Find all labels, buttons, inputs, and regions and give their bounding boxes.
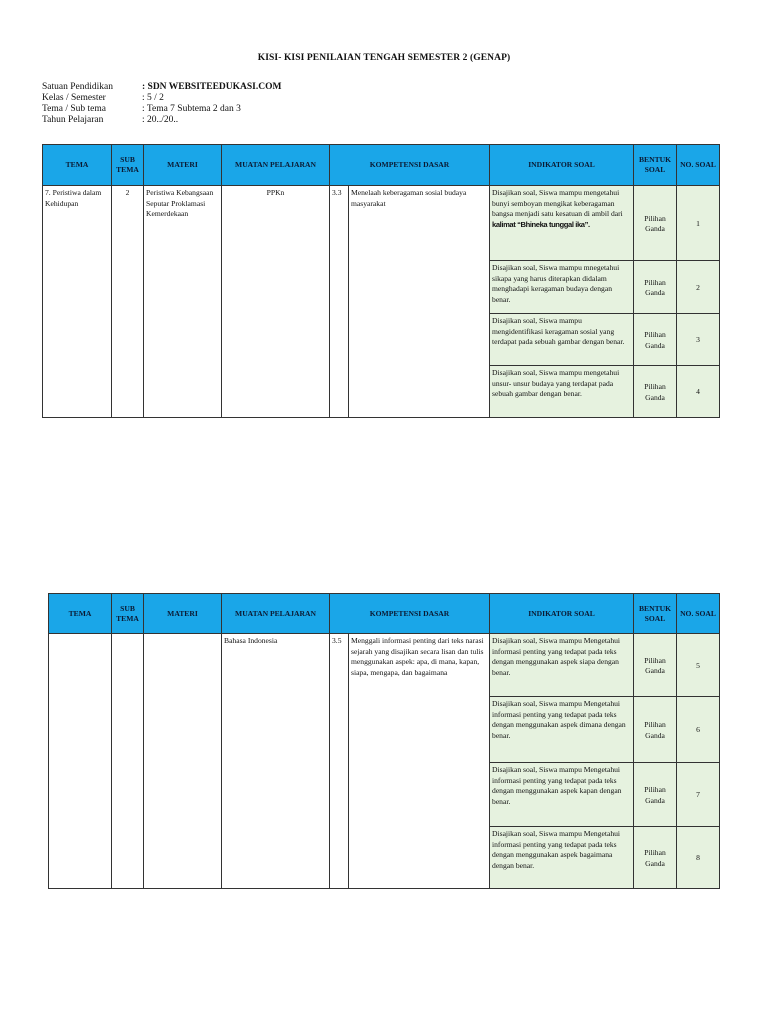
header-subtema: SUB TEMA: [112, 594, 144, 634]
meta-label: Satuan Pendidikan: [42, 82, 113, 92]
kisi-table-1: [42, 144, 720, 418]
cell-indikator: Disajikan soal, Siswa mampu Mengetahui informasi penting yang tedapat pada teks dengan menggunakan aspek dimana dengan benar.: [490, 697, 634, 763]
cell-muatan: Bahasa Indonesia: [222, 634, 330, 889]
meta-value: : 20../20..: [142, 115, 179, 125]
cell-kd-number: 3.5: [330, 634, 349, 889]
cell-indikator: Disajikan soal, Siswa mampu Mengetahui informasi penting yang tedapat pada teks dengan menggunakan aspek siapa dengan benar.: [490, 634, 634, 697]
cell-no-soal: 5: [677, 634, 720, 697]
meta-row-kelas: [42, 93, 281, 104]
cell-subtema: 2: [112, 186, 144, 418]
header-bentuk: BENTUK SOAL: [634, 145, 677, 186]
header-muatan: MUATAN PELAJARAN: [222, 145, 330, 186]
cell-indikator: Disajikan soal, Siswa mampu mengetahui unsur- unsur budaya yang terdapat pada sebuah gambar dengan benar.: [490, 366, 634, 418]
cell-bentuk: Pilihan Ganda: [634, 763, 677, 827]
kisi-table-2: [48, 593, 720, 889]
header-tema: TEMA: [49, 594, 112, 634]
cell-bentuk: Pilihan Ganda: [634, 366, 677, 418]
cell-no-soal: 8: [677, 827, 720, 889]
meta-value: : Tema 7 Subtema 2 dan 3: [142, 104, 241, 114]
document-meta: [42, 82, 281, 126]
header-tema: TEMA: [43, 145, 112, 186]
meta-row-satuan: [42, 82, 281, 93]
header-materi: MATERI: [144, 594, 222, 634]
cell-indikator: [490, 186, 634, 261]
header-kd: KOMPETENSI DASAR: [330, 594, 490, 634]
cell-bentuk: Pilihan Ganda: [634, 827, 677, 889]
cell-no-soal: 7: [677, 763, 720, 827]
table-row: [49, 634, 720, 697]
cell-no-soal: 2: [677, 261, 720, 314]
cell-bentuk: Pilihan Ganda: [634, 261, 677, 314]
cell-bentuk: Pilihan Ganda: [634, 314, 677, 366]
cell-kd-text: Menelaah keberagaman sosial budaya masyarakat: [349, 186, 490, 418]
header-indikator: INDIKATOR SOAL: [490, 594, 634, 634]
meta-value: : SDN WEBSITEEDUKASI.COM: [142, 82, 282, 92]
cell-indikator: Disajikan soal, Siswa mampu mengidentifikasi keragaman sosial yang terdapat pada sebuah gambar dengan benar.: [490, 314, 634, 366]
header-no: NO. SOAL: [677, 145, 720, 186]
meta-row-tahun: [42, 115, 281, 126]
table-header-row: [43, 145, 720, 186]
cell-materi: [144, 634, 222, 889]
indikator-text-tail: kalimat “Bhineka tunggal ika”.: [492, 219, 590, 229]
table-row: [43, 186, 720, 261]
header-subtema: SUB TEMA: [112, 145, 144, 186]
cell-no-soal: 6: [677, 697, 720, 763]
meta-label: Tema / Sub tema: [42, 104, 106, 114]
cell-tema: [49, 634, 112, 889]
meta-value: : 5 / 2: [142, 93, 164, 103]
cell-subtema: [112, 634, 144, 889]
cell-kd-number: 3.3: [330, 186, 349, 418]
cell-no-soal: 1: [677, 186, 720, 261]
header-indikator: INDIKATOR SOAL: [490, 145, 634, 186]
cell-indikator: Disajikan soal, Siswa mampu Mengetahui informasi penting yang tedapat pada teks dengan menggunakan aspek bagaimana dengan benar.: [490, 827, 634, 889]
cell-no-soal: 3: [677, 314, 720, 366]
indikator-text: Disajikan soal, Siswa mampu mengetahui bunyi semboyan mengikat keberagaman bangsa menjadi satu kesatuan di ambil dari: [492, 188, 623, 218]
cell-no-soal: 4: [677, 366, 720, 418]
cell-tema: 7. Peristiwa dalam Kehidupan: [43, 186, 112, 418]
header-muatan: MUATAN PELAJARAN: [222, 594, 330, 634]
header-bentuk: BENTUK SOAL: [634, 594, 677, 634]
meta-label: Tahun Pelajaran: [42, 115, 104, 125]
header-materi: MATERI: [144, 145, 222, 186]
cell-kd-text: Menggali informasi penting dari teks narasi sejarah yang disajikan secara lisan dan tulis menggunakan aspek: apa, di mana, kapan, siapa, mengapa, dan bagaimana: [349, 634, 490, 889]
meta-row-tema: [42, 104, 281, 115]
cell-materi: Peristiwa Kebangsaan Seputar Proklamasi Kemerdekaan: [144, 186, 222, 418]
meta-label: Kelas / Semester: [42, 93, 106, 103]
cell-bentuk: Pilihan Ganda: [634, 697, 677, 763]
cell-muatan: PPKn: [222, 186, 330, 418]
cell-bentuk: Pilihan Ganda: [634, 186, 677, 261]
document-title: KISI- KISI PENILAIAN TENGAH SEMESTER 2 (GENAP): [257, 53, 511, 63]
header-no: NO. SOAL: [677, 594, 720, 634]
table-header-row: [49, 594, 720, 634]
header-kd: KOMPETENSI DASAR: [330, 145, 490, 186]
cell-indikator: Disajikan soal, Siswa mampu mnegetahui sikapa yang harus diterapkan didalam menghadapi keragaman budaya dengan benar.: [490, 261, 634, 314]
cell-indikator: Disajikan soal, Siswa mampu Mengetahui informasi penting yang tedapat pada teks dengan menggunakan aspek kapan dengan benar.: [490, 763, 634, 827]
cell-bentuk: Pilihan Ganda: [634, 634, 677, 697]
